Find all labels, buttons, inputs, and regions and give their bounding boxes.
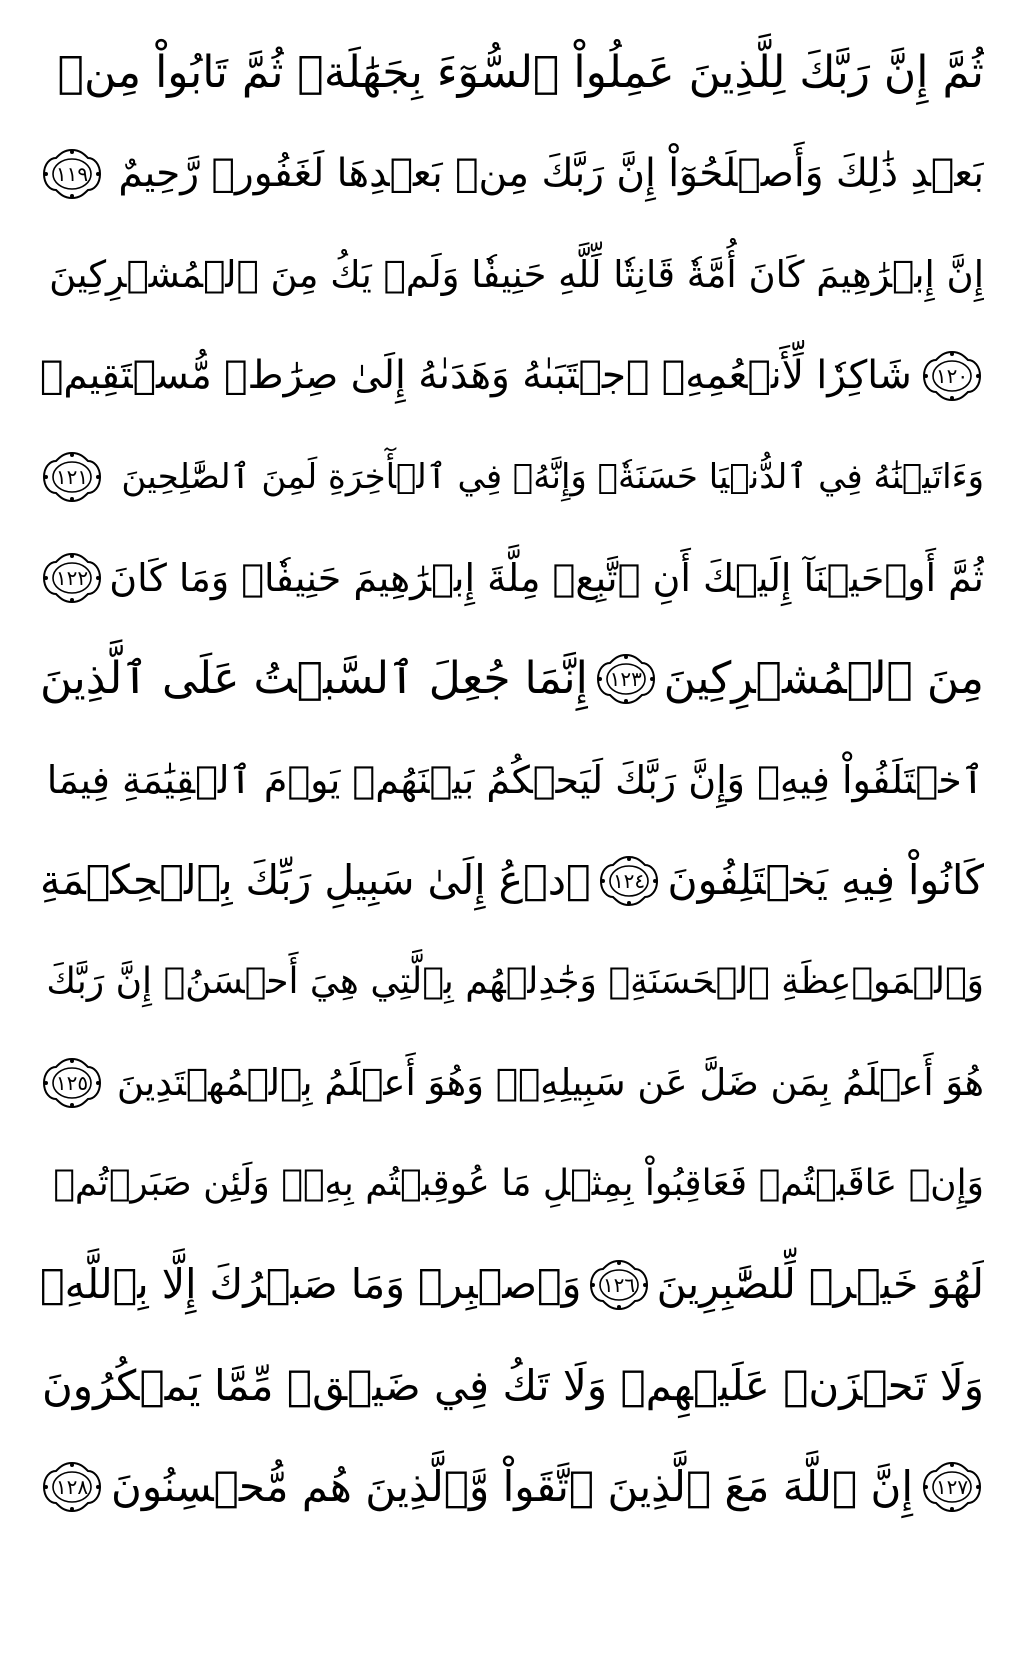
verse-line: [40, 1133, 984, 1234]
verse-lines: [40, 22, 984, 1537]
ayah-number-marker: [594, 651, 658, 707]
verse-text: شَاكِرٗا لِّأَنۡعُمِهِۚ ٱجۡتَبَىٰهُ وَهَدَىٰهُ إِلَىٰ صِرَٰطٖ مُّسۡتَقِيمٖ: [40, 353, 912, 398]
ayah-number: ١٢٣: [609, 666, 642, 691]
verse-text: إِنَّ ٱللَّهَ مَعَ ٱلَّذِينَ ٱتَّقَواْ وَّٱلَّذِينَ هُم مُّحۡسِنُونَ: [110, 1461, 914, 1511]
verse-text: بَعۡدِ ذَٰلِكَ وَأَصۡلَحُوٓاْ إِنَّ رَبَّكَ مِنۢ بَعۡدِهَا لَغَفُورٞ رَّحِيمٌ: [118, 151, 984, 196]
verse-text: ثُمَّ أَوۡحَيۡنَآ إِلَيۡكَ أَنِ ٱتَّبِعۡ مِلَّةَ إِبۡرَٰهِيمَ حَنِيفٗاۖ وَمَا كَانَ: [109, 555, 984, 600]
verse-text: هُوَ أَعۡلَمُ بِمَن ضَلَّ عَن سَبِيلِهِۦۖ وَهُوَ أَعۡلَمُ بِٱلۡمُهۡتَدِينَ: [116, 1061, 984, 1104]
verse-text: ٱدۡعُ إِلَىٰ سَبِيلِ رَبِّكَ بِٱلۡحِكۡمَةِ: [40, 856, 591, 904]
verse-line: [40, 426, 984, 527]
verse-text: وَلَا تَحۡزَنۡ عَلَيۡهِمۡ وَلَا تَكُ فِي ضَيۡقٖ مِّمَّا يَمۡكُرُونَ: [41, 1360, 984, 1410]
verse-line: [40, 1032, 984, 1133]
ayah-number-marker: [920, 348, 984, 404]
verse-text: إِنَّ إِبۡرَٰهِيمَ كَانَ أُمَّةٗ قَانِتٗا لِّلَّهِ حَنِيفٗا وَلَمۡ يَكُ مِنَ ٱلۡمُشۡرِكِينَ: [49, 253, 984, 296]
verse-text: وَٱلۡمَوۡعِظَةِ ٱلۡحَسَنَةِۖ وَجَٰدِلۡهُم بِٱلَّتِي هِيَ أَحۡسَنُۚ إِنَّ رَبَّكَ: [46, 960, 984, 1002]
ayah-number-marker: [40, 550, 104, 606]
verse-line: [40, 123, 984, 224]
ayah-number-marker: [40, 146, 104, 202]
verse-text: وَٱصۡبِرۡ وَمَا صَبۡرُكَ إِلَّا بِٱللَّهِۚ: [40, 1260, 582, 1308]
verse-text: وَءَاتَيۡنَٰهُ فِي ٱلدُّنۡيَا حَسَنَةٗۖ وَإِنَّهُۥ فِي ٱلۡأٓخِرَةِ لَمِنَ ٱلصَّٰلِحِينَ: [121, 456, 984, 497]
ayah-number-marker: [40, 1459, 104, 1515]
verse-line: [40, 527, 984, 628]
verse-text: ثُمَّ إِنَّ رَبَّكَ لِلَّذِينَ عَمِلُواْ ٱلسُّوٓءَ بِجَهَٰلَةٖ ثُمَّ تَابُواْ مِنۢ: [57, 46, 984, 98]
verse-line: [40, 325, 984, 426]
ayah-number: ١٢٤: [612, 868, 646, 893]
ayah-number: ١٢٠: [935, 363, 969, 388]
ayah-number: ١٢٧: [935, 1474, 969, 1499]
ayah-number: ١٢٢: [55, 565, 89, 590]
ayah-number: ١٢٨: [55, 1474, 89, 1499]
verse-line: [40, 729, 984, 830]
ayah-number: ١٢٦: [602, 1272, 636, 1297]
verse-line: [40, 224, 984, 325]
verse-text: مِنَ ٱلۡمُشۡرِكِينَ: [663, 652, 984, 704]
verse-line: [40, 22, 984, 123]
ayah-number-marker: [597, 853, 661, 909]
ayah-number: ١٢١: [55, 464, 89, 489]
verse-text: وَإِنۡ عَاقَبۡتُمۡ فَعَاقِبُواْ بِمِثۡلِ مَا عُوقِبۡتُم بِهِۦۖ وَلَئِن صَبَرۡتُمۡ: [53, 1162, 984, 1204]
verse-line: [40, 1234, 984, 1335]
verse-text: ٱخۡتَلَفُواْ فِيهِۚ وَإِنَّ رَبَّكَ لَيَحۡكُمُ بَيۡنَهُمۡ يَوۡمَ ٱلۡقِيَٰمَةِ فِيمَا: [46, 757, 984, 802]
ayah-number: ١٢٥: [55, 1070, 89, 1095]
verse-line: [40, 1436, 984, 1537]
verse-text: إِنَّمَا جُعِلَ ٱلسَّبۡتُ عَلَى ٱلَّذِينَ: [40, 652, 588, 704]
verse-line: [40, 830, 984, 931]
ayah-number-marker: [40, 1055, 104, 1111]
verse-line: [40, 1335, 984, 1436]
verse-text: لَهُوَ خَيۡرٞ لِّلصَّٰبِرِينَ: [656, 1260, 984, 1308]
verse-line: [40, 931, 984, 1032]
ayah-number-marker: [587, 1257, 651, 1313]
ayah-number-marker: [40, 449, 104, 505]
ayah-number: ١١٩: [55, 161, 89, 186]
verse-line: [40, 628, 984, 729]
ayah-number-marker: [920, 1459, 984, 1515]
verse-text: كَانُواْ فِيهِ يَخۡتَلِفُونَ: [667, 856, 984, 904]
